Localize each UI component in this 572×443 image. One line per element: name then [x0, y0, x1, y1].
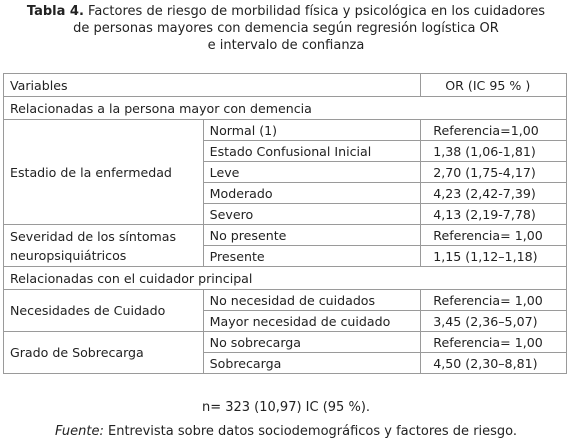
- header-or: OR (IC 95 % ): [421, 74, 567, 97]
- or-cell: 1,38 (1,06-1,81): [421, 141, 567, 162]
- group-label-line2: neuropsiquiátricos: [10, 247, 127, 263]
- table-row: [4, 120, 567, 141]
- group-label: Grado de Sobrecarga: [4, 332, 204, 374]
- table-row: [4, 332, 567, 353]
- level-cell: No necesidad de cuidados: [203, 290, 421, 311]
- or-cell: 1,15 (1,12–1,18): [421, 246, 567, 267]
- caption-label: Tabla 4.: [26, 4, 84, 19]
- level-cell: Estado Confusional Inicial: [203, 141, 421, 162]
- group-label: Necesidades de Cuidado: [4, 290, 204, 332]
- section-row: [4, 267, 567, 290]
- level-cell: Leve: [203, 162, 421, 183]
- or-cell: 3,45 (2,36–5,07): [421, 311, 567, 332]
- level-cell: Sobrecarga: [203, 353, 421, 374]
- caption-line2: de personas mayores con demencia según regresión logística OR: [73, 21, 499, 36]
- or-cell: 4,50 (2,30–8,81): [421, 353, 567, 374]
- section-row: [4, 97, 567, 120]
- table-row: [4, 225, 567, 246]
- caption-line1: Factores de riesgo de morbilidad física y psicológica en los cuidadores: [83, 4, 546, 19]
- or-cell: Referencia= 1,00: [421, 290, 567, 311]
- section-title-2: Relacionadas con el cuidador principal: [4, 267, 567, 290]
- group-label: Estadio de la enfermedad: [4, 120, 204, 225]
- source-note: [0, 424, 572, 439]
- level-cell: Presente: [203, 246, 421, 267]
- group-label-line1: Severidad de los síntomas: [10, 228, 177, 244]
- level-cell: No sobrecarga: [203, 332, 421, 353]
- or-cell: 2,70 (1,75-4,17): [421, 162, 567, 183]
- table-header-row: [4, 74, 567, 97]
- or-cell: Referencia= 1,00: [421, 332, 567, 353]
- or-cell: 4,13 (2,19-7,78): [421, 204, 567, 225]
- risk-factors-table: [3, 73, 567, 374]
- or-cell: Referencia= 1,00: [421, 225, 567, 246]
- level-cell: Normal (1): [203, 120, 421, 141]
- section-title-1: Relacionadas a la persona mayor con demencia: [4, 97, 567, 120]
- table-row: [4, 290, 567, 311]
- level-cell: No presente: [203, 225, 421, 246]
- header-variables: Variables: [4, 74, 421, 97]
- source-text: Entrevista sobre datos sociodemográficos y factores de riesgo.: [103, 424, 518, 439]
- group-label: [4, 225, 204, 267]
- level-cell: Moderado: [203, 183, 421, 204]
- level-cell: Mayor necesidad de cuidado: [203, 311, 421, 332]
- table-caption: [0, 3, 572, 54]
- source-label: Fuente:: [54, 424, 104, 439]
- sample-size-note: n= 323 (10,97) IC (95 %).: [201, 400, 371, 415]
- level-cell: Severo: [203, 204, 421, 225]
- or-cell: 4,23 (2,42-7,39): [421, 183, 567, 204]
- caption-line3: e intervalo de confianza: [207, 38, 365, 53]
- or-cell: Referencia=1,00: [421, 120, 567, 141]
